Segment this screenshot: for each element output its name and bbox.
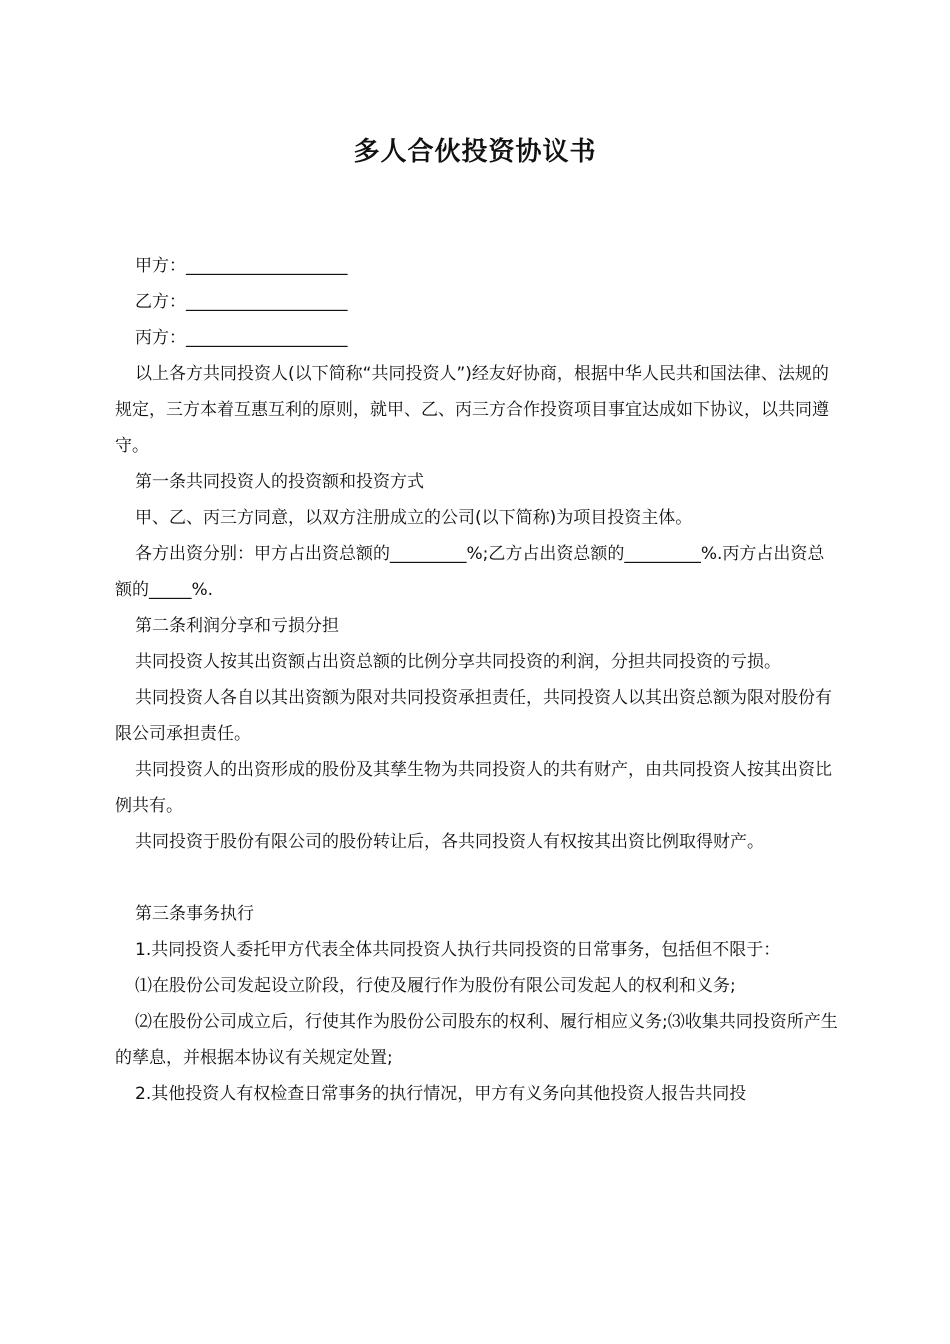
article3-paragraph-3: ⑵在股份公司成立后，行使其作为股份公司股东的权利、履行相应义务;⑶收集共同投资所产生的孳息，并根据本协议有关规定处置; — [115, 1012, 838, 1068]
article3-paragraph-4: 2.其他投资人有权检查日常事务的执行情况，甲方有义务向其他投资人报告共同投 — [135, 1084, 747, 1104]
article2-paragraph-1: 共同投资人按其出资额占出资总额的比例分享共同投资的利润，分担共同投资的亏损。 — [135, 652, 781, 672]
party-c-line: 丙方：___________________ — [135, 328, 348, 348]
article3-paragraph-2: ⑴在股份公司发起设立阶段，行使及履行作为股份有限公司发起人的权利和义务; — [135, 976, 736, 996]
paragraph-spacer — [115, 860, 840, 896]
party-b-line: 乙方：___________________ — [135, 292, 348, 312]
article2-heading: 第二条利润分享和亏损分担 — [135, 616, 339, 636]
article2-paragraph-2: 共同投资人各自以其出资额为限对共同投资承担责任，共同投资人以其出资总额为限对股份有限公司承担责任。 — [115, 688, 832, 744]
article1-heading: 第一条共同投资人的投资额和投资方式 — [135, 472, 424, 492]
document-title: 多人合伙投资协议书 — [353, 137, 597, 167]
article3-heading: 第三条事务执行 — [135, 904, 254, 924]
document-body — [115, 248, 840, 1112]
article2-paragraph-3: 共同投资人的出资形成的股份及其孳生物为共同投资人的共有财产，由共同投资人按其出资比例共有。 — [115, 760, 832, 816]
article3-paragraph-1: 1.共同投资人委托甲方代表全体共同投资人执行共同投资的日常事务，包括但不限于： — [135, 940, 781, 960]
article2-paragraph-4: 共同投资于股份有限公司的股份转让后，各共同投资人有权按其出资比例取得财产。 — [135, 832, 764, 852]
article1-paragraph-2: 各方出资分别：甲方占出资总额的_________%;乙方占出资总额的_________%.丙方占出资总额的_____%. — [115, 544, 825, 600]
intro-paragraph: 以上各方共同投资人(以下简称“共同投资人”)经友好协商，根据中华人民共和国法律、法规的规定，三方本着互惠互利的原则，就甲、乙、丙三方合作投资项目事宜达成如下协议，以共同遵守。 — [115, 364, 829, 456]
party-a-line: 甲方：___________________ — [135, 256, 348, 276]
article1-paragraph-1: 甲、乙、丙三方同意，以双方注册成立的公司(以下简称)为项目投资主体。 — [135, 508, 693, 528]
